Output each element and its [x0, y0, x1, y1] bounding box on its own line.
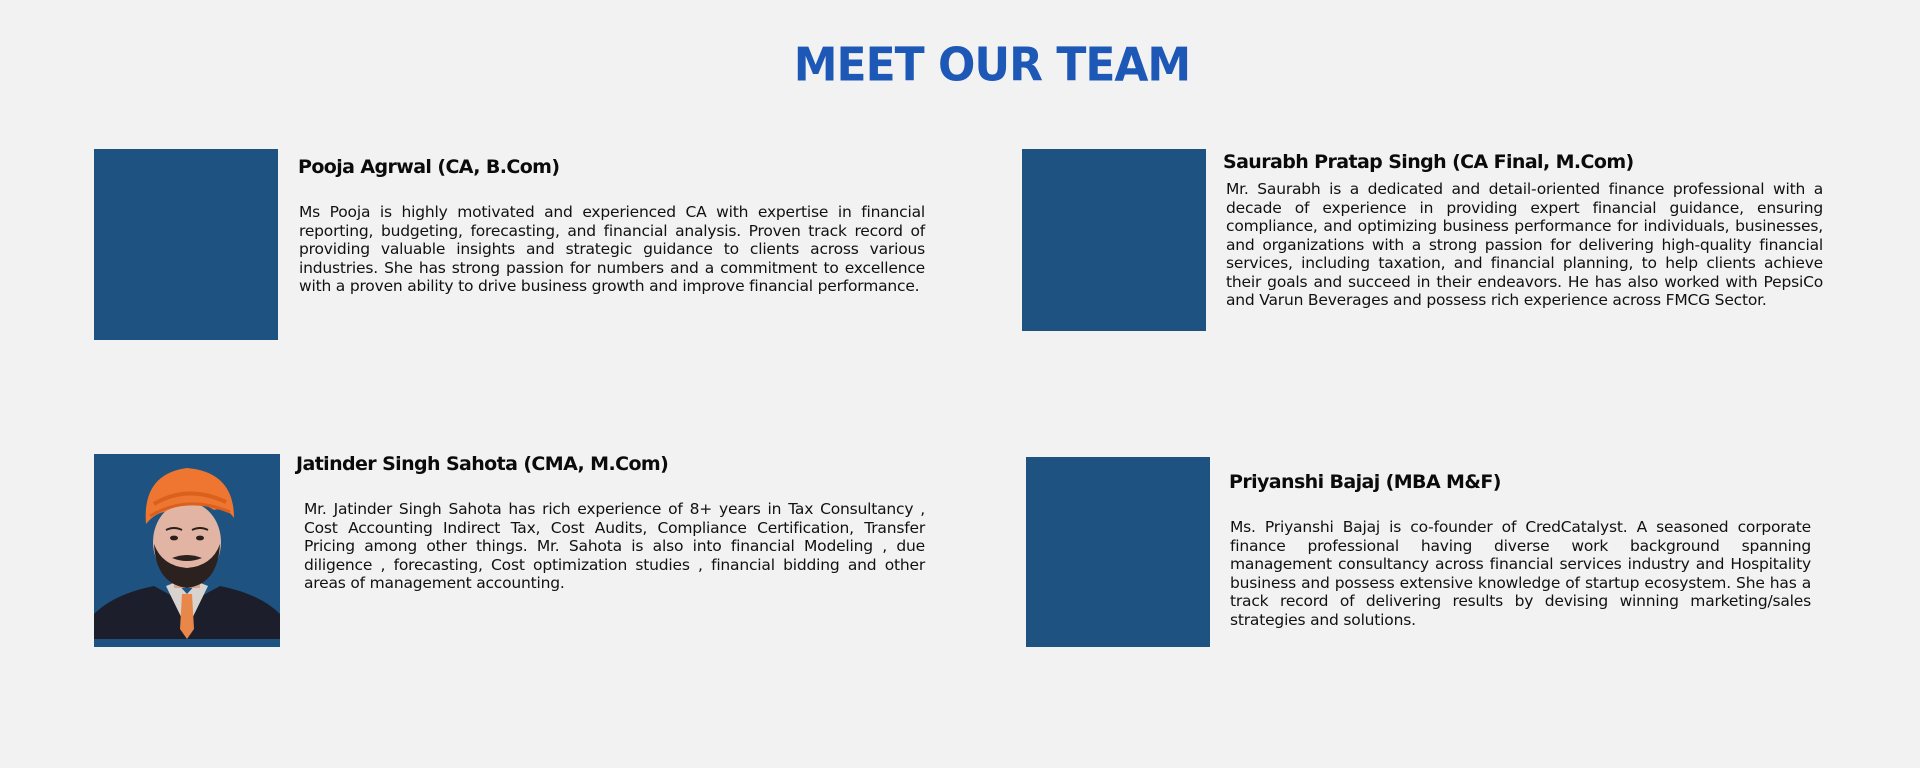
person-turban-portrait-icon: [94, 454, 280, 647]
member-photo: [94, 454, 280, 647]
member-photo-placeholder: [94, 149, 278, 340]
member-photo-placeholder: [1022, 149, 1206, 331]
page-title: MEET OUR TEAM: [793, 38, 1191, 93]
member-name: Priyanshi Bajaj (MBA M&F): [1229, 471, 1501, 493]
member-bio: Ms. Priyanshi Bajaj is co-founder of CredCatalyst. A seasoned corporate finance professional having diverse work background spanning management consultancy across financial services industry and Hospitality business and possess extensive knowledge of startup ecosystem. She has a track record of delivering results by devising winning marketing/sales strategies and solutions.: [1230, 518, 1811, 629]
member-name: Saurabh Pratap Singh (CA Final, M.Com): [1223, 151, 1634, 173]
member-photo-placeholder: [1026, 457, 1210, 647]
member-name: Pooja Agrwal (CA, B.Com): [298, 156, 560, 178]
member-bio: Ms Pooja is highly motivated and experienced CA with expertise in financial reporting, budgeting, forecasting, and financial analysis. Proven track record of providing valuable insights and strategic guidance to clients across various industries. She has strong passion for numbers and a commitment to excellence with a proven ability to drive business growth and improve financial performance.: [299, 203, 925, 295]
member-name: Jatinder Singh Sahota (CMA, M.Com): [296, 453, 669, 475]
member-bio: Mr. Saurabh is a dedicated and detail-oriented finance professional with a decade of experience in providing expert financial guidance, ensuring compliance, and optimizing business performance for individuals, businesses, and organizations with a strong passion for delivering high-quality financial services, including taxation, and financial planning, to help clients achieve their goals and succeed in their endeavors. He has also worked with PepsiCo and Varun Beverages and possess rich experience across FMCG Sector.: [1226, 180, 1823, 309]
member-bio: Mr. Jatinder Singh Sahota has rich experience of 8+ years in Tax Consultancy , Cost Accounting Indirect Tax, Cost Audits, Compliance Certification, Transfer Pricing among other things. Mr. Sahota is also into financial Modeling , due diligence , forecasting, Cost optimization studies , financial bidding and other areas of management accounting.: [304, 500, 925, 592]
